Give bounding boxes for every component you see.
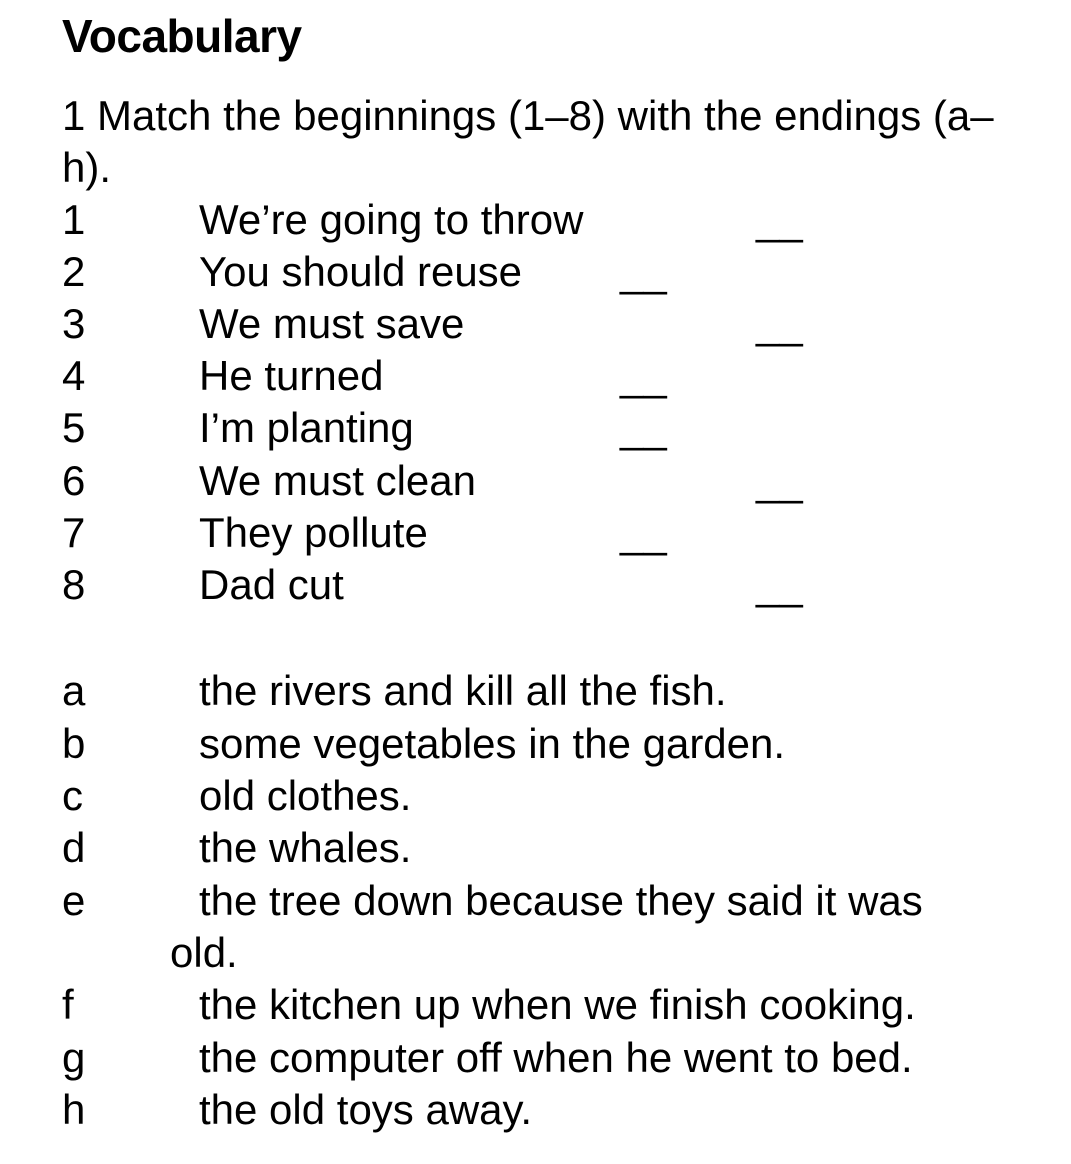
ending-row-b	[62, 718, 1022, 770]
ending-text: the tree down because they said it was	[199, 877, 923, 924]
beginning-text: You should reuse	[199, 248, 523, 295]
ending-row-d	[62, 822, 1022, 874]
beginning-text: Dad cut	[199, 561, 344, 608]
ending-letter: h	[62, 1086, 86, 1133]
ending-row-c	[62, 770, 1022, 822]
ending-letter: c	[62, 772, 83, 819]
answer-blank[interactable]: __	[756, 561, 803, 608]
ending-text: the computer off when he went to bed.	[199, 1034, 913, 1081]
beginning-number: 2	[62, 248, 86, 295]
ending-letter: b	[62, 720, 86, 767]
ending-row-g	[62, 1032, 1022, 1084]
beginning-text: I’m planting	[199, 404, 414, 451]
ending-letter: d	[62, 824, 86, 871]
answer-blank[interactable]: __	[620, 352, 667, 399]
ending-text: the kitchen up when we finish cooking.	[199, 981, 916, 1028]
ending-text: old clothes.	[199, 772, 412, 819]
beginning-text: We’re going to throw	[199, 196, 584, 243]
ending-text: some vegetables in the garden.	[199, 720, 786, 767]
ending-row-a	[62, 665, 1022, 717]
beginning-number: 8	[62, 561, 86, 608]
ending-letter: f	[62, 981, 74, 1028]
beginning-number: 6	[62, 457, 86, 504]
beginning-number: 1	[62, 196, 86, 243]
ending-text: the whales.	[199, 824, 412, 871]
answer-blank[interactable]: __	[620, 509, 667, 556]
beginning-number: 3	[62, 300, 86, 347]
beginning-number: 7	[62, 509, 86, 556]
ending-text: the old toys away.	[199, 1086, 533, 1133]
ending-text-continued: old.	[170, 929, 238, 976]
ending-row-f	[62, 979, 1022, 1031]
ending-row-h	[62, 1084, 1022, 1136]
answer-blank[interactable]: __	[756, 457, 803, 504]
answer-blank[interactable]: __	[756, 300, 803, 347]
ending-row-e	[62, 875, 1022, 979]
beginning-text: They pollute	[199, 509, 428, 556]
exercise-instruction: 1 Match the beginnings (1–8) with the endings (a–h).	[62, 92, 994, 191]
beginning-text: We must save	[199, 300, 465, 347]
answer-blank[interactable]: __	[620, 404, 667, 451]
ending-text: the rivers and kill all the fish.	[199, 667, 727, 714]
answer-blank[interactable]: __	[756, 196, 803, 243]
answer-blank[interactable]: __	[620, 248, 667, 295]
beginning-text: We must clean	[199, 457, 476, 504]
beginning-number: 4	[62, 352, 86, 399]
ending-letter: a	[62, 667, 86, 714]
beginning-text: He turned	[199, 352, 384, 399]
ending-letter: g	[62, 1034, 86, 1081]
section-heading: Vocabulary	[62, 10, 302, 62]
ending-letter: e	[62, 877, 86, 924]
beginning-number: 5	[62, 404, 86, 451]
